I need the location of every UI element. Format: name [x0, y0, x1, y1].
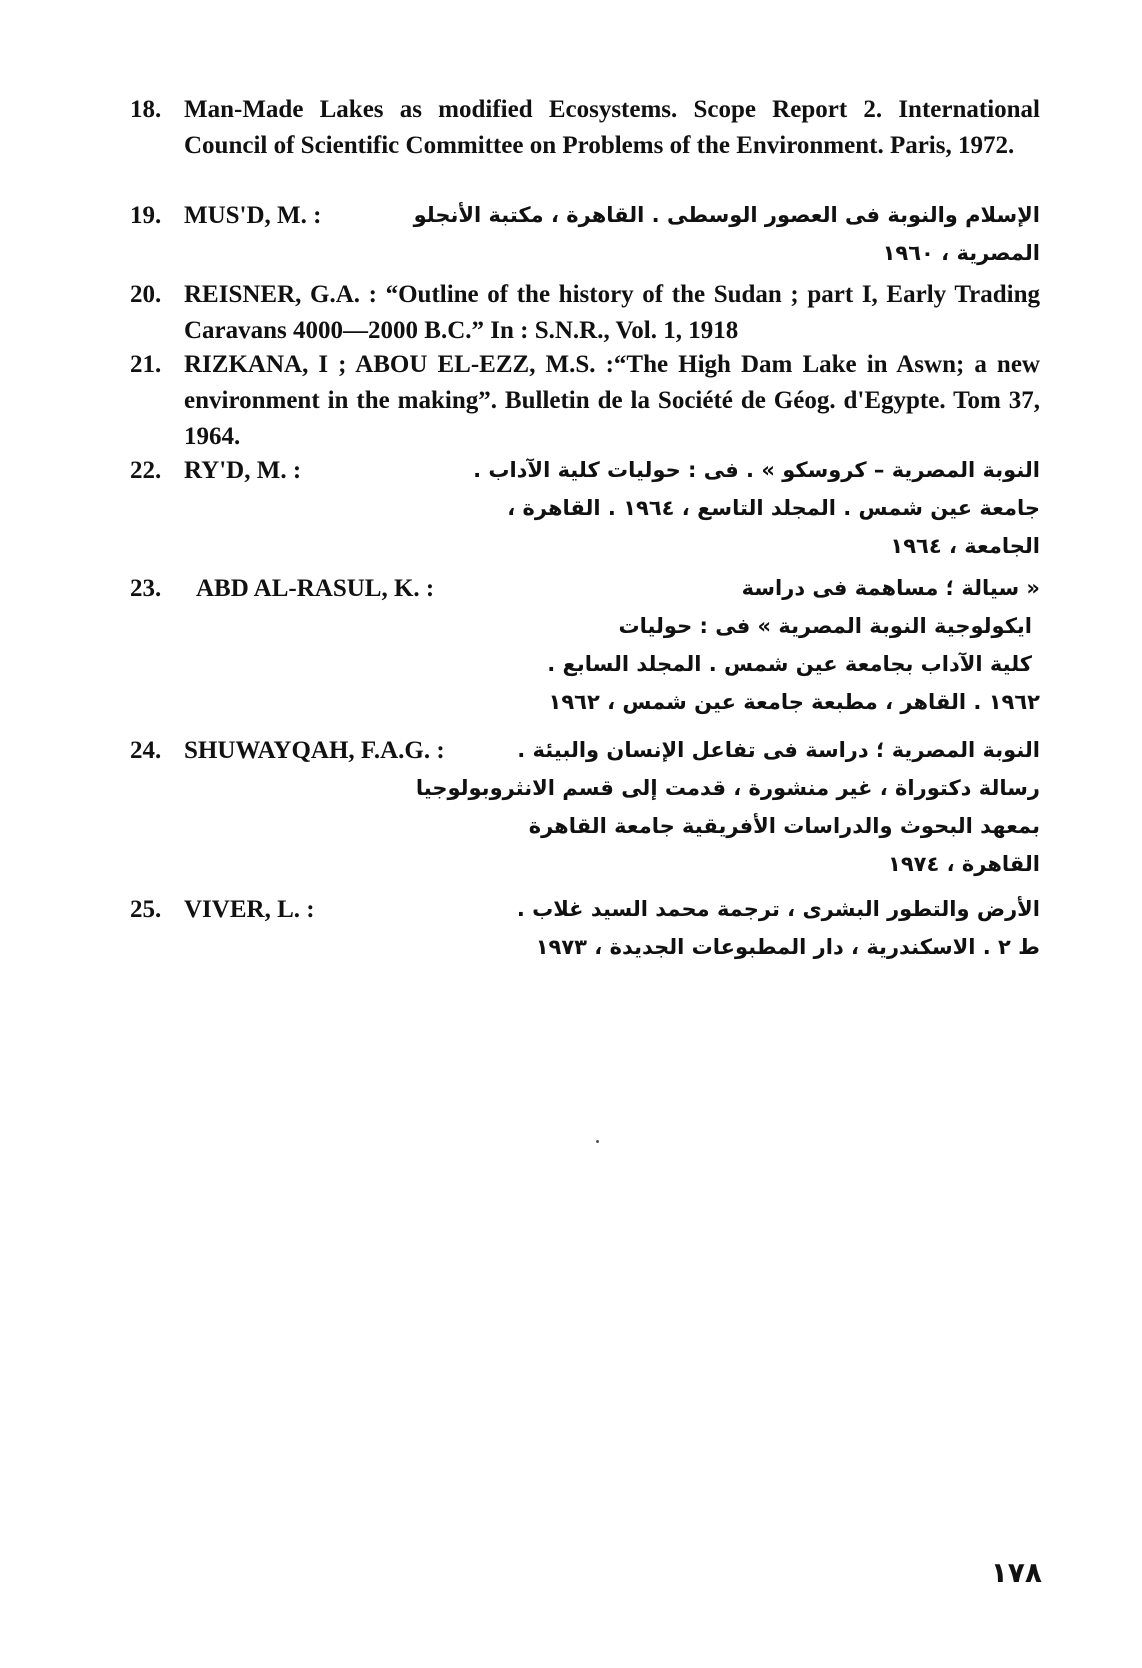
entry-author: SHUWAYQAH, F.A.G. : — [184, 737, 445, 764]
arabic-line: ط ٢ . الاسكندرية ، دار المطبوعات الجديدة ، ١٩٧٣ — [535, 935, 1040, 959]
entry-number: 24. — [130, 737, 162, 764]
entry-text: REISNER, G.A. : “Outline of the history of the Sudan ; part I, Early Trading Caravans 4000—2000 B.C.” In : S.N.R., Vol. 1, 1918 — [184, 281, 1040, 344]
arabic-citation — [413, 196, 1040, 272]
entry-number: 19. — [130, 202, 162, 229]
page-number: ١٧٨ — [990, 1556, 1042, 1589]
arabic-line: المصرية ، ١٩٦٠ — [882, 241, 1040, 265]
entry-number: 25. — [130, 896, 162, 923]
arabic-line: الجامعة ، ١٩٦٤ — [890, 534, 1040, 558]
arabic-line: بمعهد البحوث والدراسات الأفريقية جامعة القاهرة — [528, 814, 1040, 838]
arabic-line: ١٩٦٢ . القاهر ، مطبعة جامعة عين شمس ، ١٩٦٢ — [548, 690, 1040, 714]
arabic-line: رسالة دكتوراة ، غير منشورة ، قدمت إلى قسم الانثروبولوجيا — [415, 776, 1040, 800]
entry-author: MUS'D, M. : — [184, 202, 322, 229]
arabic-citation — [420, 890, 1040, 966]
entry-number: 20. — [130, 281, 162, 308]
arabic-citation — [420, 451, 1040, 565]
arabic-line: جامعة عين شمس . المجلد التاسع ، ١٩٦٤ . القاهرة ، — [507, 496, 1040, 520]
arabic-line: النوبة المصرية ؛ دراسة فى تفاعل الإنسان والبيئة . — [517, 738, 1040, 762]
entry-text: Man-Made Lakes as modified Ecosystems. Scope Report 2. International Council of Scientific Committee on Problems of the Environment. Paris, 1972. — [184, 96, 1040, 159]
entry-number: 21. — [130, 351, 162, 378]
arabic-line: الأرض والتطور البشرى ، ترجمة محمد السيد غلاب . — [516, 897, 1040, 921]
entry-text: RIZKANA, I ; ABOU EL-EZZ, M.S. :“The High Dam Lake in Aswn; a new environment in the making”. Bulletin de la Société de Géog. d'Egypte. Tom 37, 1964. — [184, 351, 1040, 450]
arabic-citation — [415, 731, 1040, 883]
entry-author: RY'D, M. : — [184, 457, 302, 484]
entry-author: VIVER, L. : — [184, 896, 315, 923]
arabic-line: القاهرة ، ١٩٧٤ — [888, 852, 1040, 876]
entry-number: 23. — [130, 575, 162, 602]
arabic-line: الإسلام والنوبة فى العصور الوسطى . القاهرة ، مكتبة الأنجلو — [413, 203, 1040, 227]
entry-number: 22. — [130, 457, 162, 484]
entry-number: 18. — [130, 96, 162, 123]
arabic-line: « سيالة ؛ مساهمة فى دراسة — [741, 576, 1040, 600]
arabic-citation — [420, 569, 1040, 721]
entry-author: ABD AL-RASUL, K. : — [196, 575, 435, 602]
arabic-line: النوبة المصرية – كروسكو » . فى : حوليات كلية الآداب . — [473, 458, 1040, 482]
arabic-line: ايكولوجية النوبة المصرية » فى : حوليات — [618, 614, 1032, 638]
arabic-line: كلية الآداب بجامعة عين شمس . المجلد السابع . — [547, 652, 1032, 676]
print-speck — [596, 1140, 599, 1143]
